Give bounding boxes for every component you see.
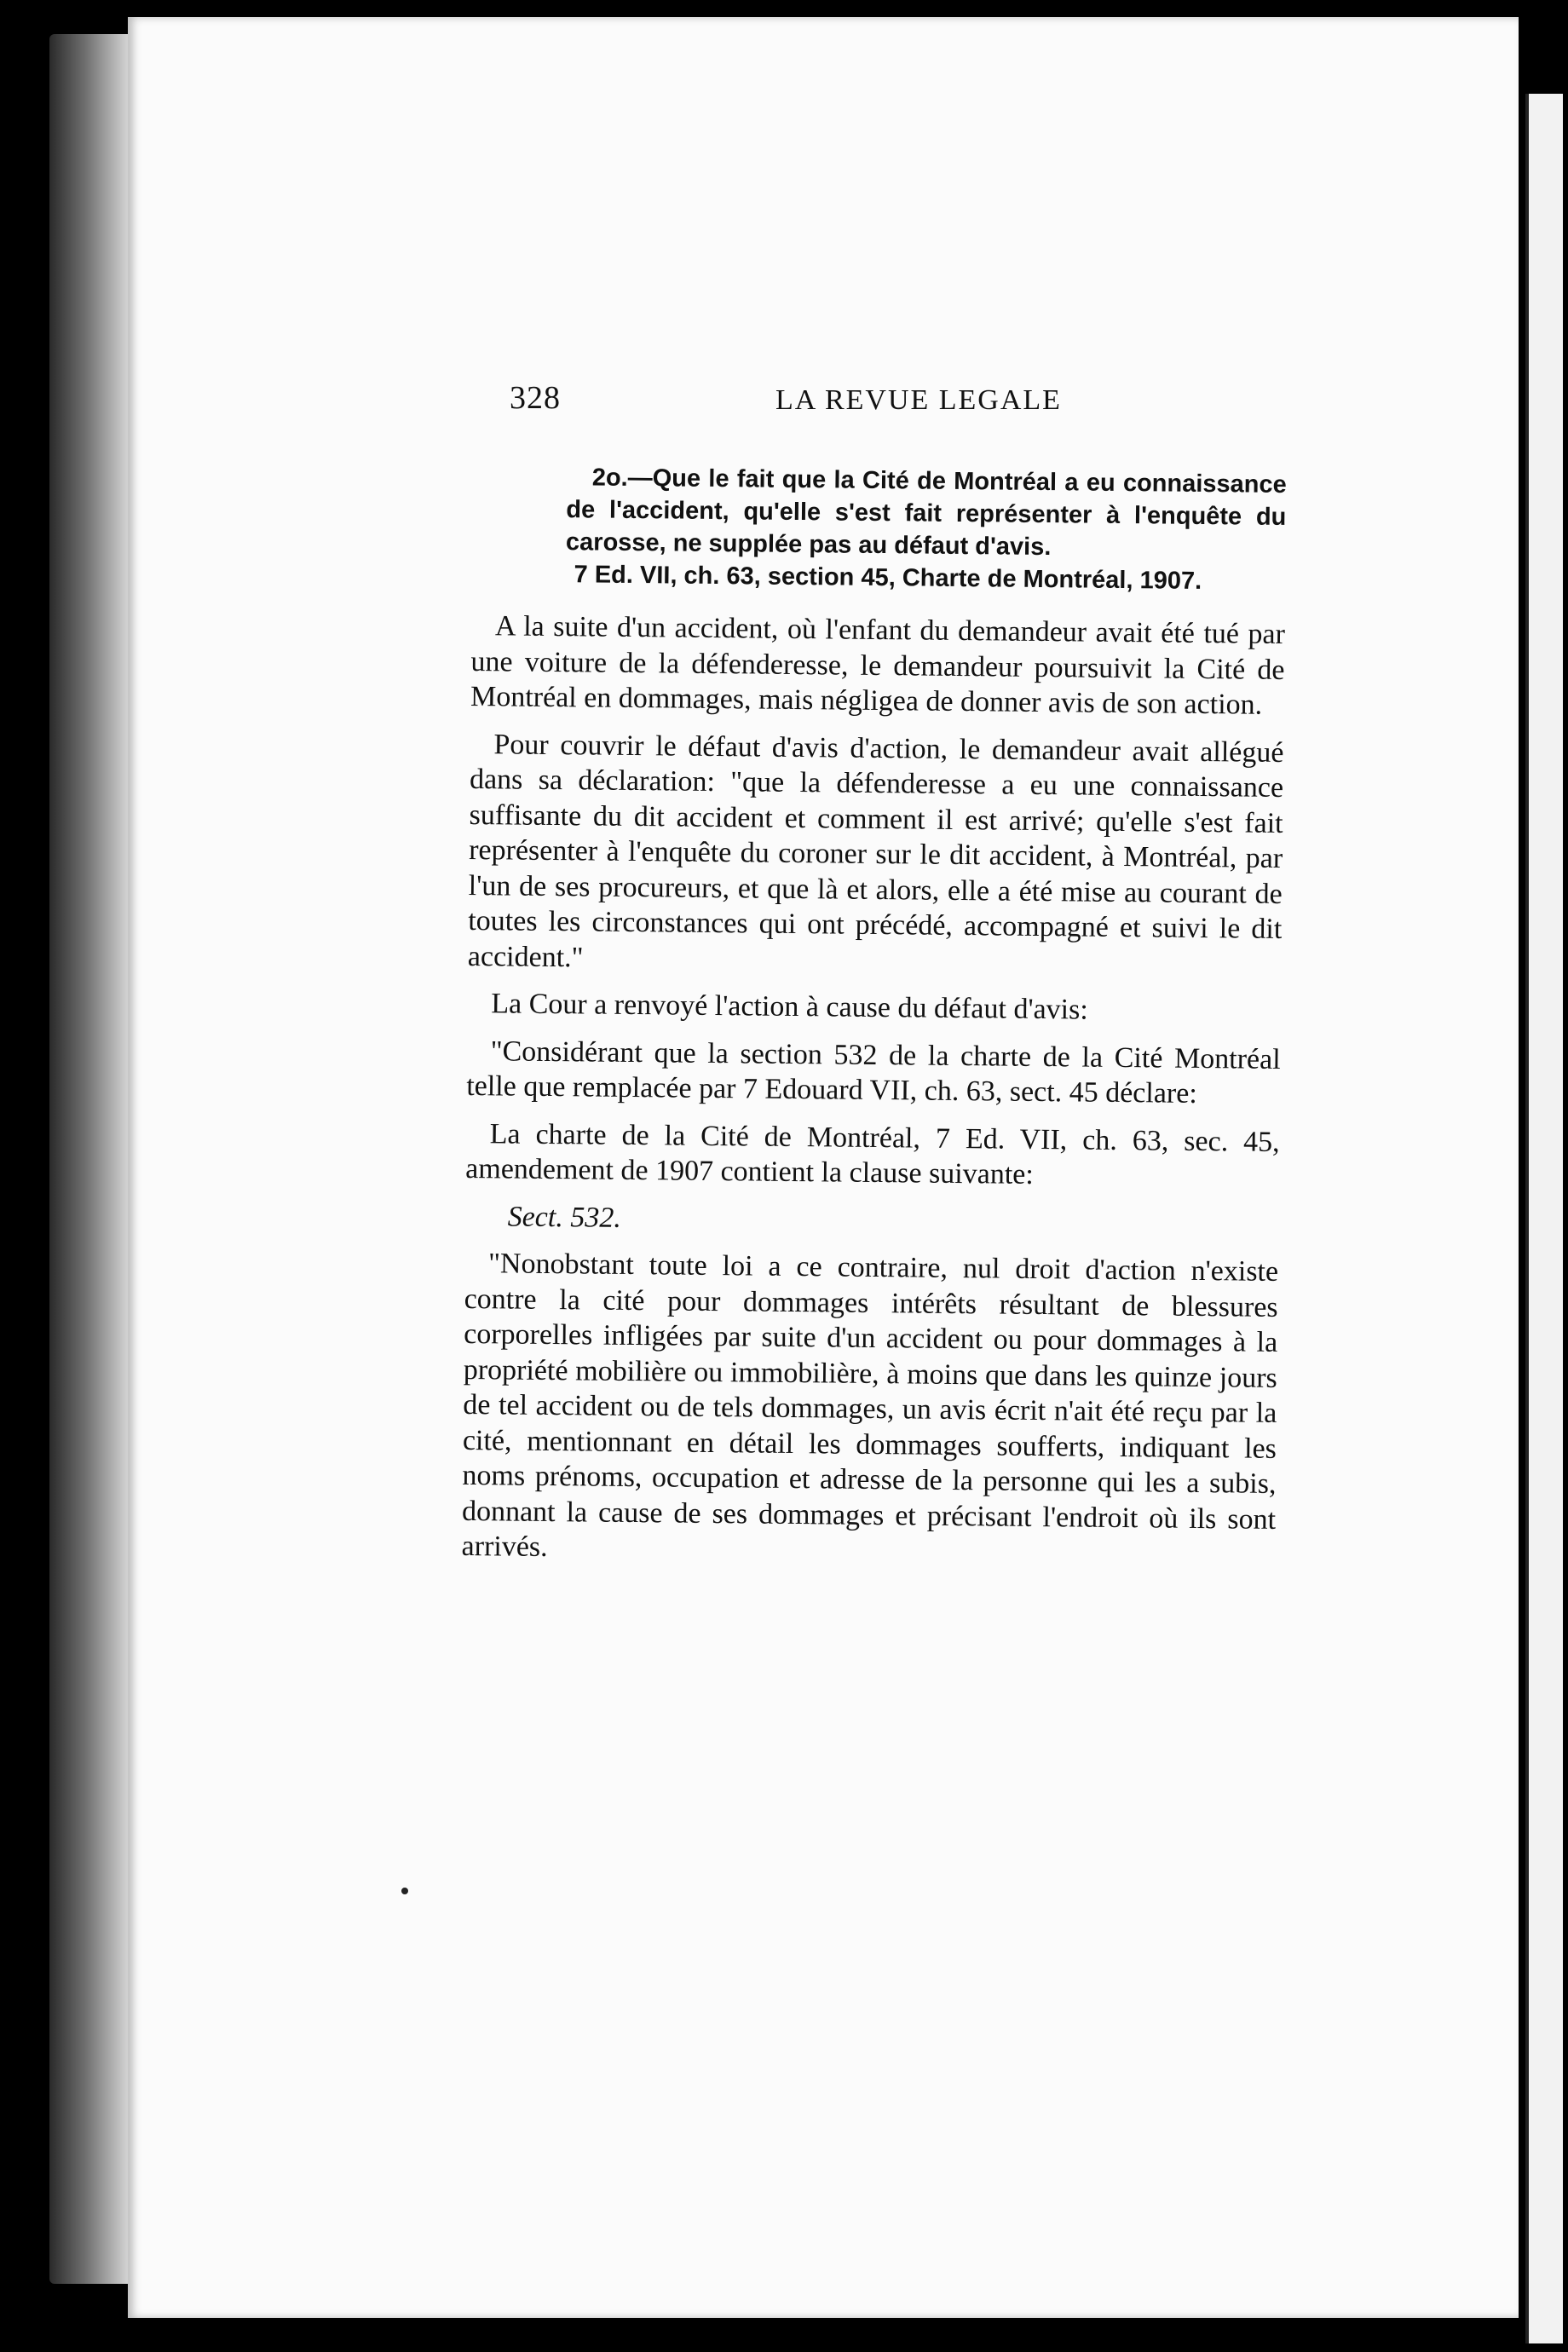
page-header (510, 379, 1311, 430)
statute-quote: "Nonobstant toute loi a ce contraire, nul droit d'action n'existe contre la cité pour dommages intérêts résultant de blessures corporelles infligées par suite d'un accident ou pour dommages à la propriété mobilière ou immobilière, à moins que dans les quinze jours de tel accident ou de tels dommages, un avis écrit n'ait été reçu par la cité, mentionnant en détail les dommages soufferts, indiquant les noms prénoms, occupation et adresse de la personne qui les a subis, donnant la cause de ses dommages et précisant l'endroit où ils sont arrivés. (461, 1248, 1279, 1563)
running-head: LA REVUE LEGALE (775, 384, 1062, 416)
ink-speck (401, 1888, 408, 1894)
headnote-citation: 7 Ed. VII, ch. 63, section 45, Charte de Montréal, 1907. (574, 561, 1202, 595)
facing-page-edge (1525, 94, 1563, 2343)
page-number: 328 (510, 380, 561, 416)
page-text (461, 460, 1287, 1584)
paragraph-3: La Cour a renvoyé l'action à cause du défaut d'avis: (491, 988, 1088, 1026)
section-reference: Sect. 532. (507, 1200, 622, 1234)
paragraph-1: A la suite d'un accident, où l'enfant du demandeur avait été tué par une voiture de la défenderesse, le demandeur poursuivit la Cité de Montréal en dommages, mais négligea de donner avis de son action. (470, 610, 1286, 721)
paragraph-5: La charte de la Cité de Montréal, 7 Ed. VII, ch. 63, sec. 45, amendement de 1907 contient la clause suivante: (465, 1117, 1280, 1190)
paragraph-4: "Considérant que la section 532 de la charte de la Cité Montréal telle que remplacée par 7 Edouard VII, ch. 63, sect. 45 déclare: (466, 1035, 1281, 1110)
paragraph-2: Pour couvrir le défaut d'avis d'action, le demandeur avait allégué dans sa déclaration: "que la défenderesse a eu une connaissance suffisante du dit accident et comment il est arrivé; qu'elle s'est fait représenter à l'enquête du coroner sur le dit accident, à Montréal, par l'un de ses procureurs, et que là et alors, elle a été mise au courant de toutes les circonstances qui ont précédé, accompagné et suivi le dit accident." (467, 728, 1284, 973)
headnote: 2o.—Que le fait que la Cité de Montréal a eu connaissance de l'accident, qu'elle s'est fait représenter à l'enquête du carosse, ne supplée pas au défaut d'avis. (565, 464, 1287, 562)
